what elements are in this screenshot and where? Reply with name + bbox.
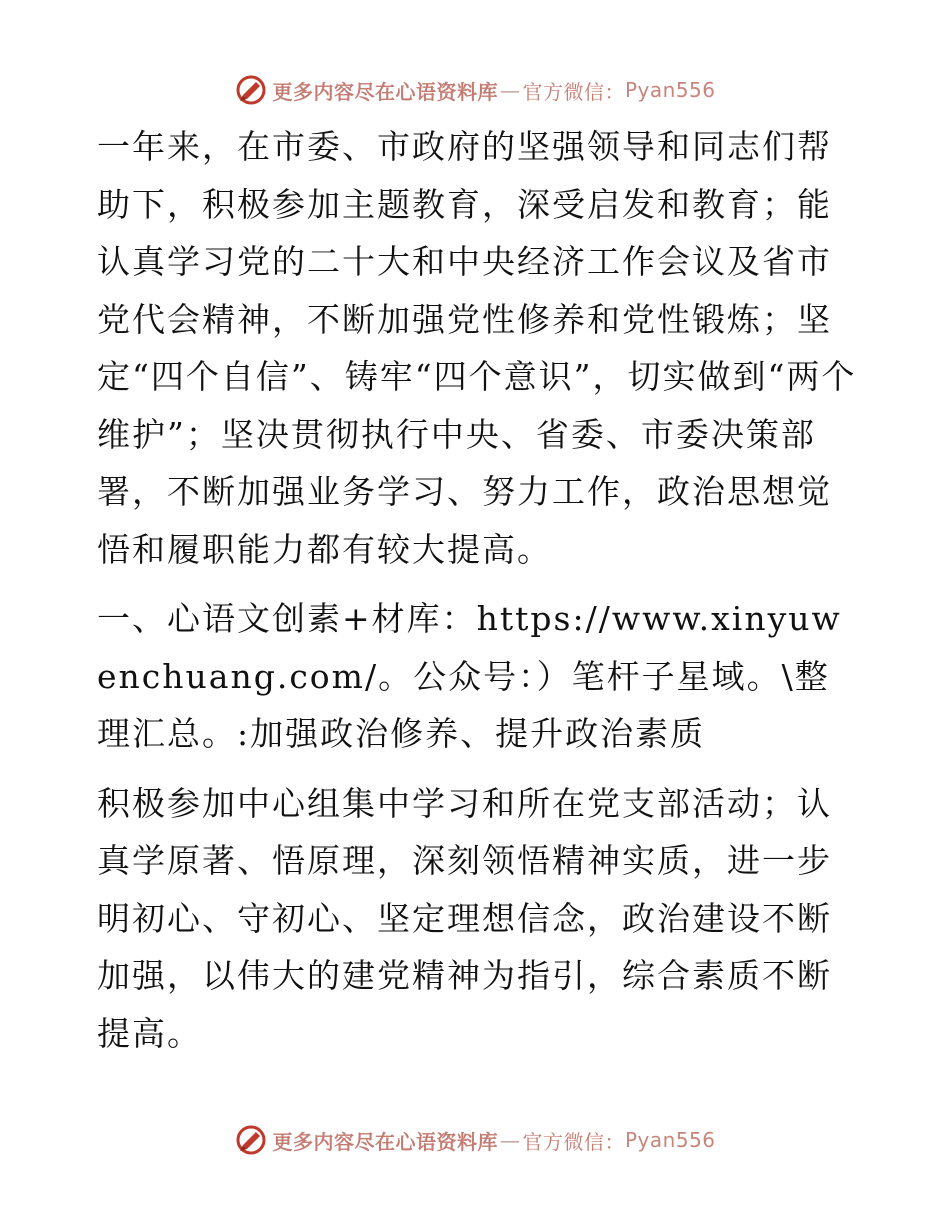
watermark-main-text: 更多内容尽在心语资料库: [272, 79, 498, 104]
watermark-wechat-label: 官方微信：: [522, 79, 625, 104]
paragraph-section-heading: 一、心语文创素+材库：https://www.xinyuwenchuang.com/。公众号：）笔杆子星域。\整理汇总。:加强政治修养、提升政治素质: [97, 599, 842, 753]
watermark-separator: —: [499, 78, 521, 102]
brand-logo-icon: [234, 73, 268, 107]
watermark-wechat-label: 官方微信：: [522, 1129, 625, 1154]
watermark-wechat-id: Pyan556: [624, 78, 716, 102]
paragraph-summary: 一年来，在市委、市政府的坚强领导和同志们帮助下，积极参加主题教育，深受启发和教育；能认真学习党的二十大和中央经济工作会议及省市党代会精神，不断加强党性修养和党性锻炼；坚定“四个自信”、铸牢“四个意识”，切实做到“两个维护”；坚决贯彻执行中央、省委、市委决策部署，不断加强业务学习、努力工作，政治思想觉悟和履职能力都有较大提高。: [97, 127, 857, 569]
footer-watermark: [0, 1120, 950, 1160]
header-watermark: [0, 70, 950, 110]
watermark-wechat-id: Pyan556: [624, 1128, 716, 1152]
watermark-main-text: 更多内容尽在心语资料库: [272, 1129, 498, 1154]
document-body: [97, 118, 857, 1062]
paragraph-study-activities: 积极参加中心组集中学习和所在党支部活动；认真学原著、悟原理，深刻领悟精神实质，进一步明初心、守初心、坚定理想信念，政治建设不断加强，以伟大的建党精神为指引，综合素质不断提高。: [97, 783, 832, 1053]
brand-logo-icon: [234, 1123, 268, 1157]
watermark-separator: —: [499, 1128, 521, 1152]
